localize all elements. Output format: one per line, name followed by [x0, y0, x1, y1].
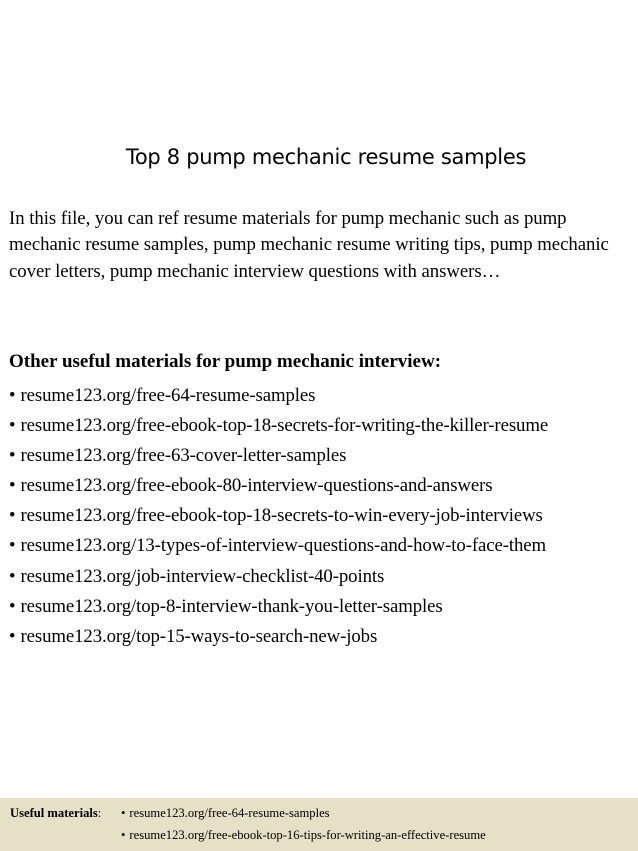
list-item[interactable] — [9, 471, 548, 501]
list-item[interactable] — [121, 824, 486, 846]
bullet-icon: • — [9, 475, 16, 497]
link-text[interactable]: resume123.org/top-15-ways-to-search-new-jobs — [20, 625, 378, 647]
list-item[interactable] — [9, 411, 548, 441]
list-item[interactable] — [9, 562, 548, 592]
link-text[interactable]: resume123.org/free-ebook-top-18-secrets-for-writing-the-killer-resume — [20, 415, 549, 437]
footer-label-text: Useful materials — [10, 806, 98, 820]
section-heading: Other useful materials for pump mechanic interview: — [9, 351, 442, 372]
bullet-icon: • — [9, 625, 16, 647]
bullet-icon: • — [9, 415, 16, 437]
list-item[interactable] — [9, 531, 548, 561]
link-text[interactable]: resume123.org/free-ebook-80-interview-questions-and-answers — [20, 475, 493, 497]
materials-link-list — [9, 381, 548, 652]
list-item[interactable] — [9, 501, 548, 531]
link-text[interactable]: resume123.org/top-8-interview-thank-you-letter-samples — [20, 595, 443, 617]
footer-label — [10, 802, 101, 824]
bullet-icon: • — [9, 385, 16, 406]
footer-link-text[interactable]: resume123.org/free-ebook-top-16-tips-for-writing-an-effective-resume — [129, 828, 486, 842]
list-item[interactable] — [121, 802, 486, 824]
bullet-icon: • — [9, 445, 16, 467]
list-item[interactable] — [9, 441, 548, 471]
footer-separator: : — [97, 806, 102, 820]
bullet-icon: • — [121, 806, 126, 820]
page-title: Top 8 pump mechanic resume samples — [125, 145, 527, 169]
footer-bar — [0, 798, 638, 851]
list-item[interactable] — [9, 592, 548, 622]
link-text[interactable]: resume123.org/job-interview-checklist-40-points — [20, 565, 385, 587]
bullet-icon: • — [9, 595, 16, 617]
bullet-icon: • — [9, 505, 16, 527]
bullet-icon: • — [9, 535, 16, 557]
link-text[interactable]: resume123.org/free-64-resume-samples — [20, 385, 316, 406]
intro-paragraph: In this file, you can ref resume materials for pump mechanic such as pump mechanic resume samples, pump mechanic resume writing tips, pump mechanic cover letters, pump mechanic interview questions with answers… — [9, 208, 609, 282]
link-text[interactable]: resume123.org/13-types-of-interview-questions-and-how-to-face-them — [20, 535, 547, 557]
footer-link-text[interactable]: resume123.org/free-64-resume-samples — [129, 806, 330, 820]
bullet-icon: • — [121, 828, 126, 842]
list-item[interactable] — [9, 381, 548, 411]
list-item[interactable] — [9, 622, 548, 652]
link-text[interactable]: resume123.org/free-63-cover-letter-samples — [20, 445, 347, 467]
bullet-icon: • — [9, 565, 16, 587]
footer-link-list — [121, 802, 486, 846]
link-text[interactable]: resume123.org/free-ebook-top-18-secrets-to-win-every-job-interviews — [20, 505, 543, 527]
